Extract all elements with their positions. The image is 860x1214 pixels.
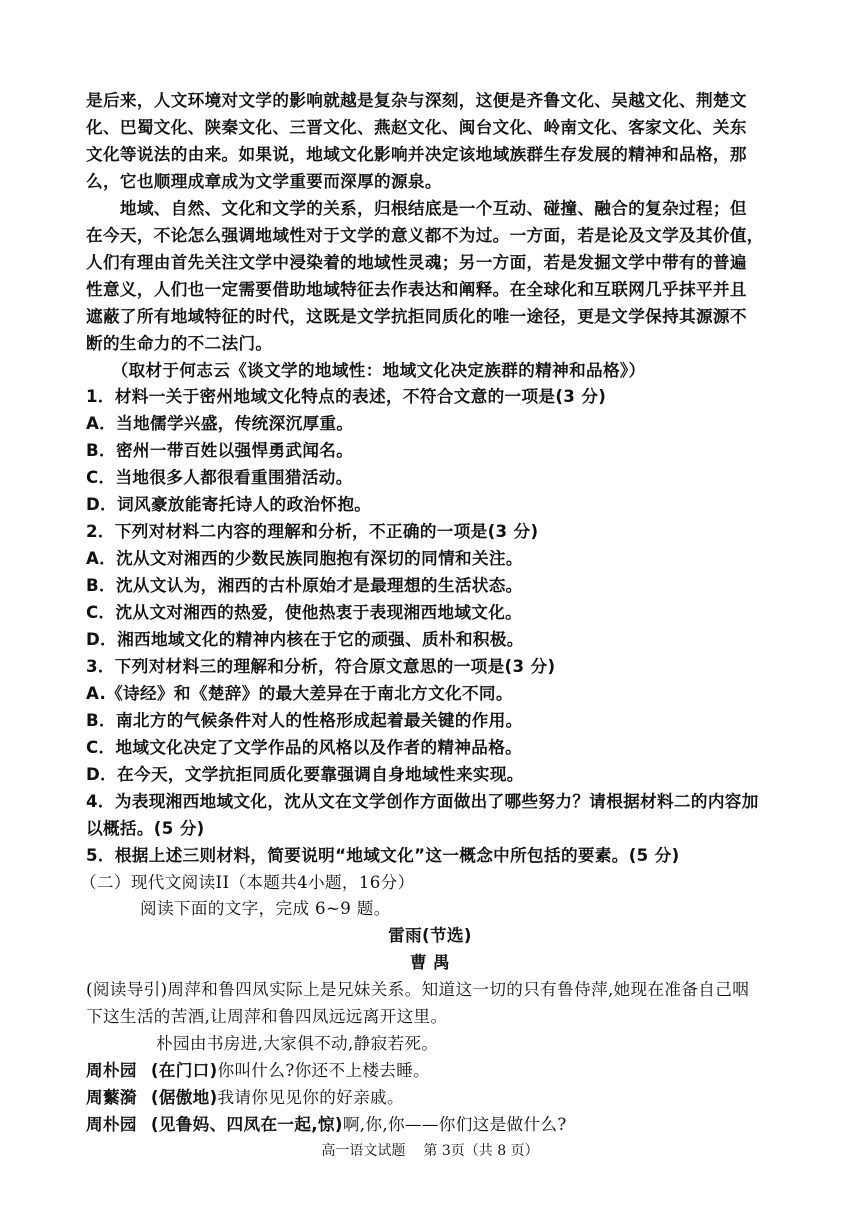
direction: (见鲁妈、四凤在一起,惊) <box>150 1115 343 1134</box>
dialogue-line <box>86 1111 780 1138</box>
question-3: 3．下列对材料三的理解和分析，符合原文意思的一项是(3 分) <box>86 657 556 676</box>
speaker: 周朴园 <box>86 1061 137 1080</box>
play-title: 雷雨(节选) <box>388 926 472 945</box>
option-line: B．密州一带百姓以强悍勇武闻名。 <box>86 441 354 460</box>
option-line: A．当地儒学兴盛，传统深沉厚重。 <box>86 414 354 433</box>
question-4-cont: 以概括。(5 分) <box>86 819 205 838</box>
passage-line: 地域、自然、文化和文学的关系，归根结底是一个互动、碰撞、融合的复杂过程；但 <box>86 199 747 218</box>
play-author: 曹 禺 <box>409 953 450 972</box>
footer-exam-title: 高一语文试题 <box>321 1143 406 1159</box>
question-1: 1．材料一关于密州地域文化特点的表述，不符合文意的一项是(3 分) <box>86 387 607 406</box>
speech: 你叫什么?你还不上楼去睡。 <box>217 1061 431 1080</box>
source-citation: （取材于何志云《谈文学的地域性：地域文化决定族群的精神和品格》） <box>86 361 646 380</box>
passage-line: 么，它也顺理成章成为文学重要而深厚的源泉。 <box>86 172 442 191</box>
dialogue-line <box>86 1084 780 1111</box>
question-2: 2．下列对材料二内容的理解和分析，不正确的一项是(3 分) <box>86 522 539 541</box>
passage-line: 性意义，人们也一定需要借助地域特征去作表达和阐释。在全球化和互联网几乎抹平并且 <box>86 280 747 299</box>
reading-guide: (阅读导引)周萍和鲁四凤实际上是兄妹关系。知道这一切的只有鲁侍萍,她现在准备自己咽 <box>86 980 750 999</box>
dialogue-line <box>86 1057 780 1084</box>
option-line: B．沈从文认为，湘西的古朴原始才是最理想的生活状态。 <box>86 576 523 595</box>
direction: (倨傲地) <box>150 1088 218 1107</box>
direction: (在门口) <box>150 1061 218 1080</box>
page-footer <box>0 1140 860 1160</box>
passage-line: 人们有理由首先关注文学中浸染着的地域性灵魂；另一方面，若是发掘文学中带有的普遍 <box>86 253 747 272</box>
passage-line: 断的生命力的不二法门。 <box>86 334 273 353</box>
speech: 我请你见见你的好亲戚。 <box>217 1088 404 1107</box>
option-line: C．当地很多人都很看重围猎活动。 <box>86 468 353 487</box>
speech: 啊,你,你——你们这是做什么? <box>342 1115 567 1134</box>
question-5: 5．根据上述三则材料，简要说明“地域文化”这一概念中所包括的要素。(5 分) <box>86 846 680 865</box>
section-heading: （二）现代文阅读II（本题共4小题，16分） <box>80 873 415 892</box>
section-instruction: 阅读下面的文字，完成 6~9 题。 <box>140 899 391 918</box>
stage-direction: 朴园由书房进,大家俱不动,静寂若死。 <box>156 1034 439 1053</box>
option-line: D．在今天，文学抗拒同质化要靠强调自身地域性来实现。 <box>86 765 524 784</box>
passage-line: 文化等说法的由来。如果说，地域文化影响并决定该地域族群生存发展的精神和品格，那 <box>86 145 747 164</box>
speaker: 周蘩漪 <box>86 1088 137 1107</box>
option-line: B．南北方的气候条件对人的性格形成起着最关键的作用。 <box>86 711 523 730</box>
reading-guide: 下这生活的苦酒,让周萍和鲁四凤远远离开这里。 <box>86 1007 448 1026</box>
option-line: D．词风豪放能寄托诗人的政治怀抱。 <box>86 495 372 514</box>
question-4: 4．为表现湘西地域文化，沈从文在文学创作方面做出了哪些努力？请根据材料二的内容加 <box>86 792 759 811</box>
option-line: A．沈从文对湘西的少数民族同胞抱有深切的同情和关注。 <box>86 549 523 568</box>
passage-line: 遮蔽了所有地域特征的时代，这既是文学抗拒同质化的唯一途径，更是文学保持其源源不 <box>86 307 747 326</box>
option-line: C．沈从文对湘西的热爱，使他热衷于表现湘西地域文化。 <box>86 603 523 622</box>
passage-line: 是后来，人文环境对文学的影响就越是复杂与深刻，这便是齐鲁文化、吴越文化、荆楚文 <box>86 91 747 110</box>
option-line: C．地域文化决定了文学作品的风格以及作者的精神品格。 <box>86 738 523 757</box>
option-line: D．湘西地域文化的精神内核在于它的顽强、质朴和积极。 <box>86 630 524 649</box>
option-line: A.《诗经》和《楚辞》的最大差异在于南北方文化不同。 <box>86 684 513 703</box>
passage-line: 化、巴蜀文化、陕秦文化、三晋文化、燕赵文化、闽台文化、岭南文化、客家文化、关东 <box>86 118 747 137</box>
speaker: 周朴园 <box>86 1115 137 1134</box>
footer-page-number: 第 3页（共 8 页） <box>423 1143 539 1159</box>
passage-line: 在今天，不论怎么强调地域性对于文学的意义都不为过。一方面，若是论及文学及其价值， <box>86 226 764 245</box>
